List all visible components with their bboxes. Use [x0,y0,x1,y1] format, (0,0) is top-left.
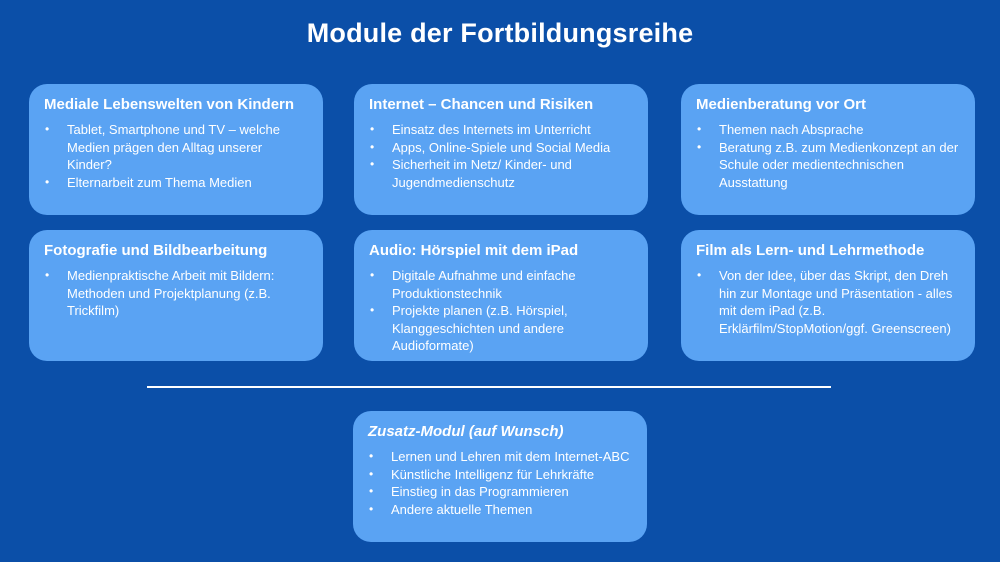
module-item: • Themen nach Absprache [696,121,961,139]
module-heading: Medienberatung vor Ort [696,96,867,113]
module-item: • Elternarbeit zum Thema Medien [44,174,309,192]
module-card-medienberatung [681,84,975,215]
module-item-list [696,267,961,337]
module-item: • Digitale Aufnahme und einfache Produktionstechnik [369,267,634,302]
module-item: • Apps, Online-Spiele und Social Media [369,139,634,157]
module-item: • Tablet, Smartphone und TV – welche Medien prägen den Alltag unserer Kinder? [44,121,309,174]
module-heading: Zusatz-Modul (auf Wunsch) [368,423,564,440]
module-item: • Einsatz des Internets im Unterricht [369,121,634,139]
module-heading: Audio: Hörspiel mit dem iPad [369,242,579,259]
module-item-list [44,121,309,191]
module-card-film [681,230,975,361]
module-card-mediale-lebenswelten [29,84,323,215]
module-item: • Beratung z.B. zum Medienkonzept an der Schule oder medientechnischen Ausstattung [696,139,961,192]
module-heading: Film als Lern- und Lehrmethode [696,242,925,259]
module-item-list [369,267,634,355]
module-item: • Sicherheit im Netz/ Kinder- und Jugendmedienschutz [369,156,634,191]
module-item: • Andere aktuelle Themen [368,501,633,519]
module-item: • Projekte planen (z.B. Hörspiel, Klanggeschichten und andere Audioformate) [369,302,634,355]
module-item: • Von der Idee, über das Skript, den Dreh hin zur Montage und Präsentation - alles mit dem iPad (z.B. Erklärfilm/StopMotion/ggf. Greenscreen) [696,267,961,337]
module-item-list [44,267,309,320]
module-item: • Medienpraktische Arbeit mit Bildern: Methoden und Projektplanung (z.B. Trickfilm) [44,267,309,320]
page-title: Module der Fortbildungsreihe [306,18,694,48]
module-card-zusatz [353,411,647,542]
module-card-internet [354,84,648,215]
section-divider [147,386,831,388]
module-item: • Einstieg in das Programmieren [368,483,633,501]
module-card-audio [354,230,648,361]
module-heading: Mediale Lebenswelten von Kindern [44,96,295,113]
module-card-fotografie [29,230,323,361]
module-item-list [696,121,961,191]
module-item-list [368,448,633,518]
module-heading: Fotografie und Bildbearbeitung [44,242,268,259]
module-heading: Internet – Chancen und Risiken [369,96,594,113]
module-item: • Lernen und Lehren mit dem Internet-ABC [368,448,633,466]
module-item: • Künstliche Intelligenz für Lehrkräfte [368,466,633,484]
module-item-list [369,121,634,191]
